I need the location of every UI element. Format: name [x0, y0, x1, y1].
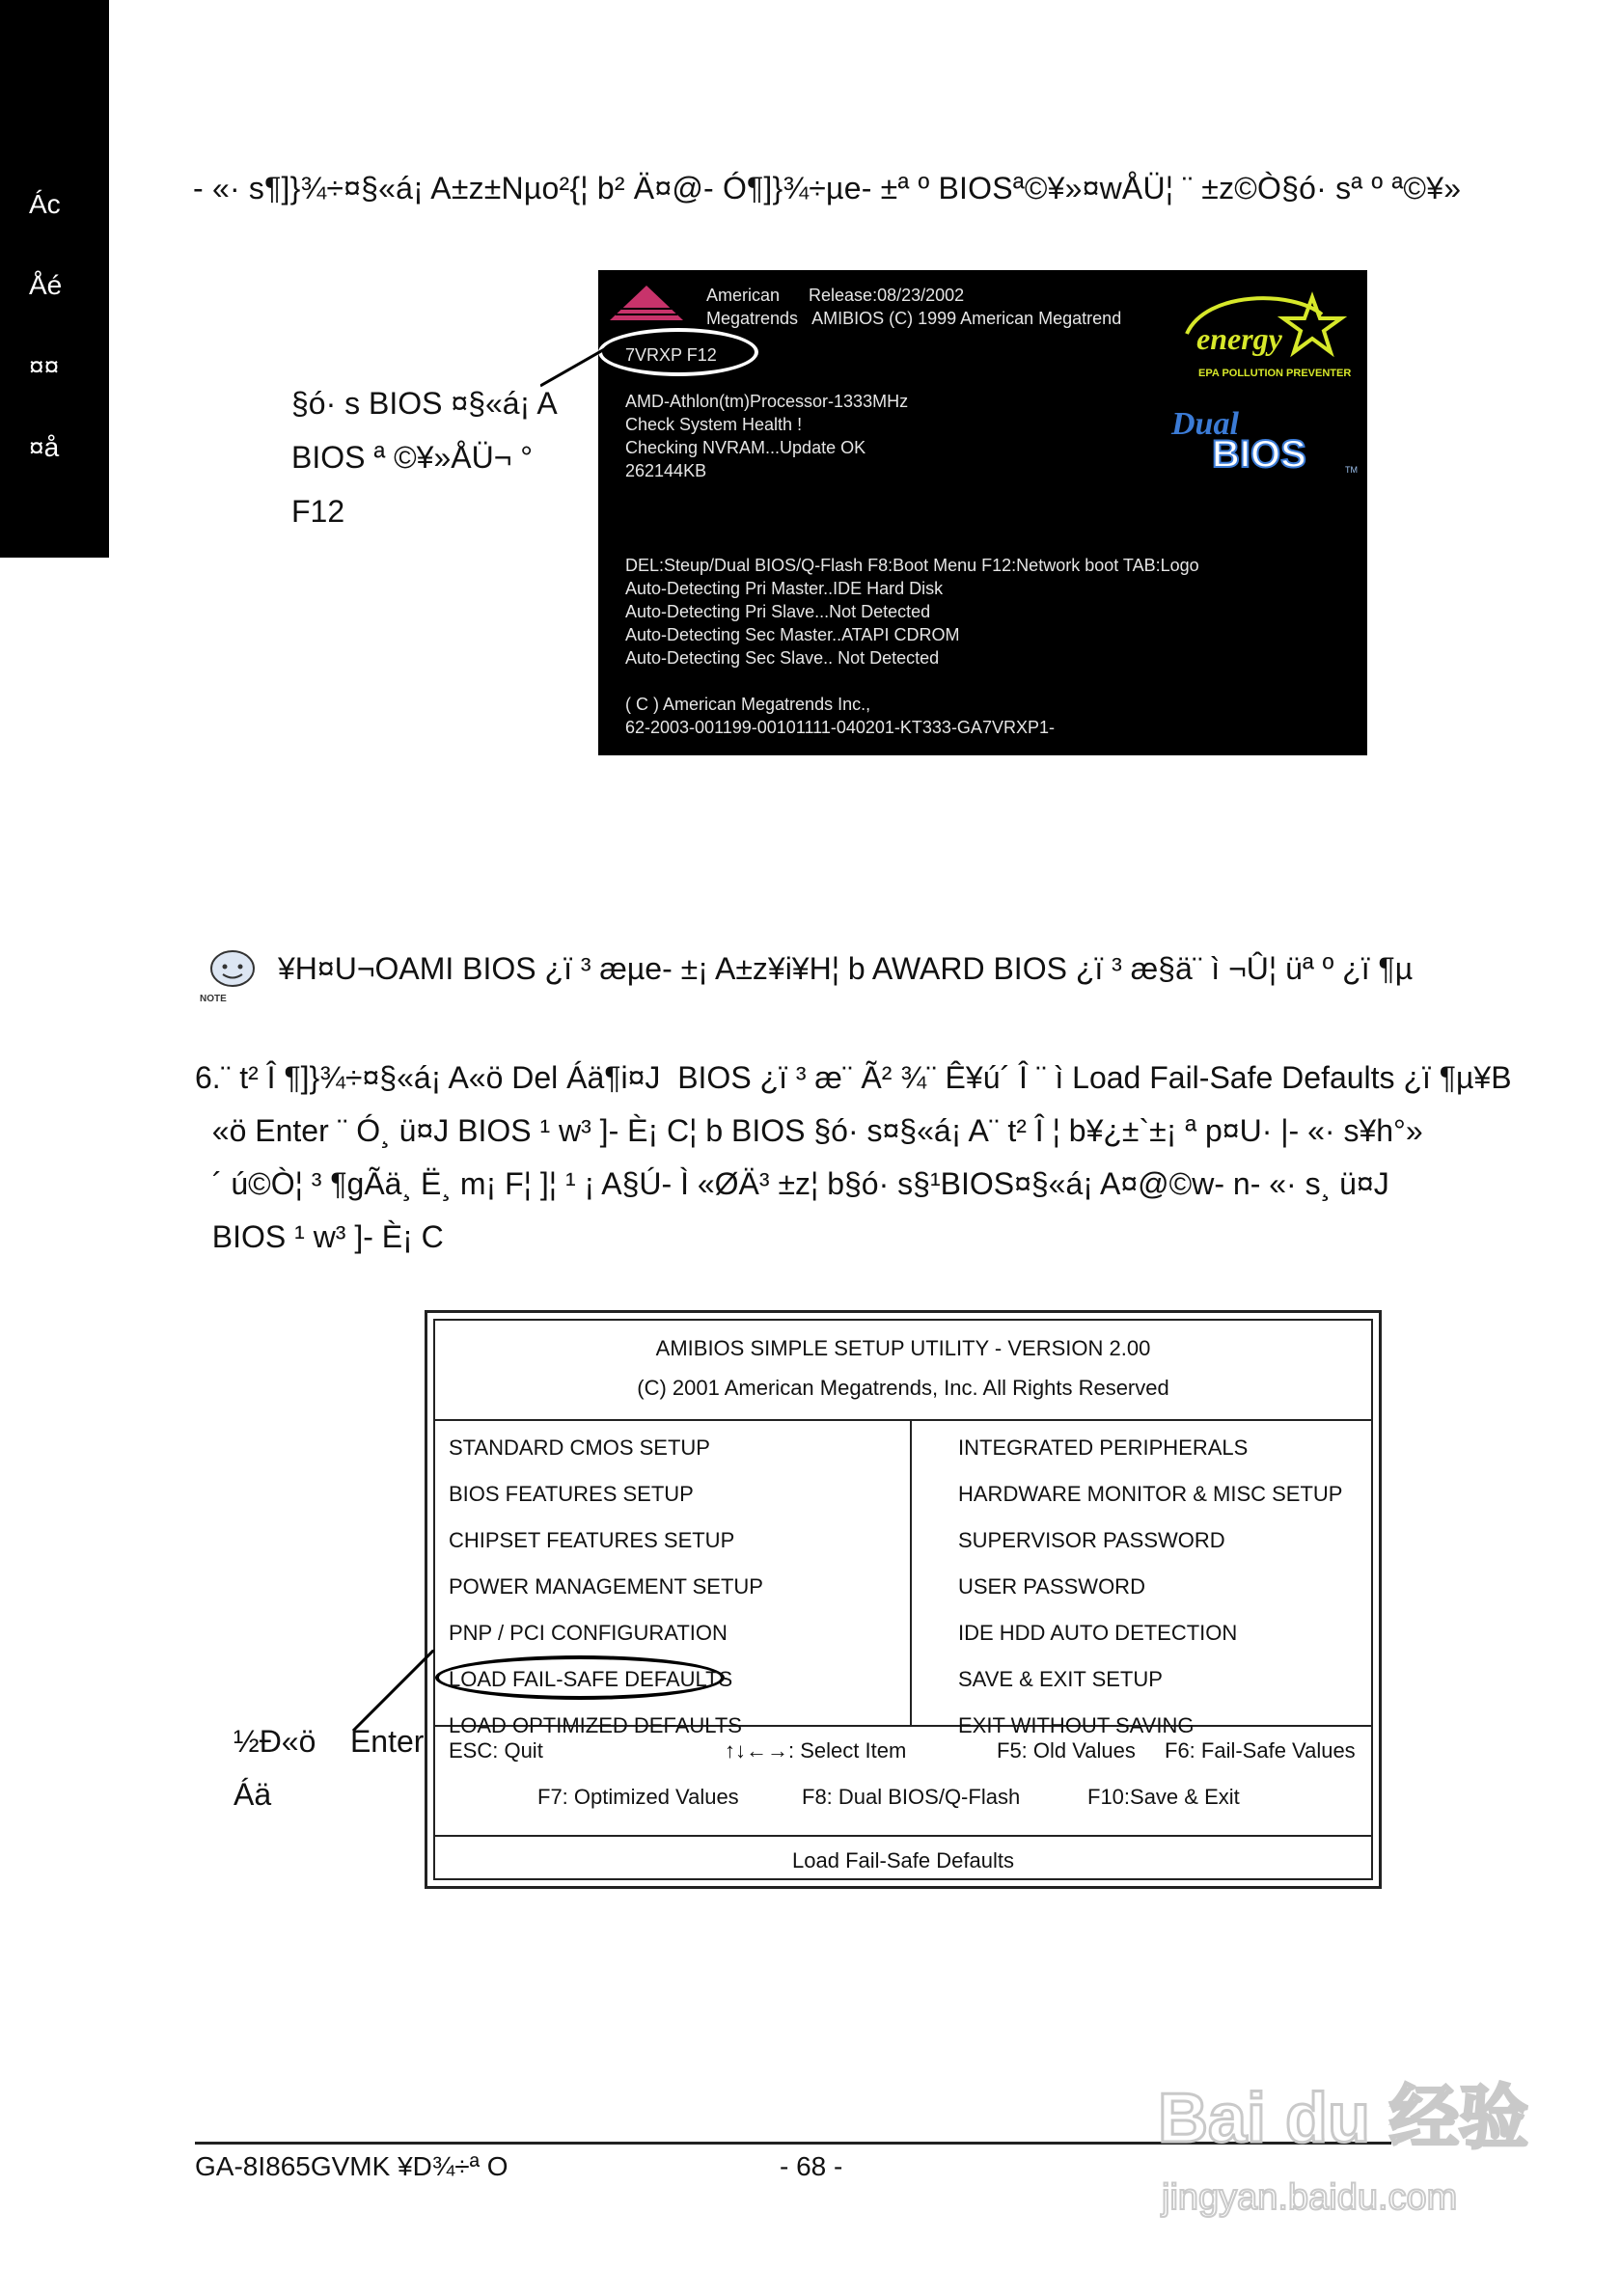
- post-header-line: American Release:08/23/2002: [706, 286, 965, 305]
- setup-status-line: Load Fail-Safe Defaults: [792, 1848, 1014, 1872]
- footer-model: GA-8I865GVMK ¥D¾÷ª O: [195, 2151, 508, 2181]
- note-face-icon: [198, 945, 263, 1003]
- enter-key-callout: ½Ð«ö Enter Áä: [234, 1724, 425, 1812]
- post-line: ( C ) American Megatrends Inc.,: [625, 695, 871, 714]
- side-tab-label: ¤¤: [29, 351, 60, 381]
- menu-item-chipset-features[interactable]: CHIPSET FEATURES SETUP: [449, 1528, 735, 1552]
- post-line: Auto-Detecting Sec Slave.. Not Detected: [625, 648, 940, 668]
- setup-menu: [435, 1419, 1371, 1737]
- post-line: 262144KB: [625, 461, 707, 480]
- side-tab-label: Ác: [29, 189, 61, 219]
- menu-item-bios-features[interactable]: BIOS FEATURES SETUP: [449, 1482, 694, 1506]
- menu-left-column: [449, 1425, 763, 1749]
- menu-item-integrated-peripherals[interactable]: INTEGRATED PERIPHERALS: [958, 1435, 1249, 1460]
- svg-text:energy: energy: [1196, 321, 1282, 356]
- chapter-side-tab: [0, 0, 109, 558]
- menu-item-supervisor-password[interactable]: SUPERVISOR PASSWORD: [958, 1528, 1225, 1552]
- step-6-paragraph: 6.¨ t² Î ¶]}¾÷¤§«á¡ A«ö Del Áä¶i¤J BIOS ¿ï ³ æ¨ Ã² ¾¨ Ê¥ú´ Î ¨ ì Load Fail-Safe Defaults ¿ï ¶µ¥B «ö Enter ¨ Ó¸ ü¤J BIOS ¹ w³ ]- È¡ C¦ b BIOS §ó· s¤§«á¡ A¨ t² Î ¦ b¥¿±`±¡ ª p¤U· |- «· s¥h°» ´ ú©Ò¦ ³ ¶gÃä¸ Ë¸ m¡ F¦ ]¦ ¹ ¡ A§Ú- Ì «ØÄ³ ±z¦ b§ó· s§¹BIOS¤§«á¡ A¤@©w- n- «· s¸ ü¤J BIOS ¹ w³ ]- È¡ C: [195, 1060, 1512, 1254]
- svg-text:NOTE: NOTE: [200, 994, 227, 1003]
- menu-right-column: [958, 1425, 1342, 1749]
- svg-text:Dual: Dual: [1171, 406, 1239, 442]
- key-f10: F10:Save & Exit: [1087, 1785, 1240, 1809]
- post-line: Auto-Detecting Pri Master..IDE Hard Disk: [625, 579, 944, 598]
- menu-item-save-exit[interactable]: SAVE & EXIT SETUP: [958, 1667, 1163, 1691]
- menu-item-hardware-monitor[interactable]: HARDWARE MONITOR & MISC SETUP: [958, 1482, 1343, 1506]
- callout-text: §ó· s BIOS ¤§«á¡ A BIOS ª ©¥»ÅÜ¬ ° F12: [291, 386, 558, 529]
- dual-bios-logo-icon: [1168, 405, 1360, 478]
- setup-inner-frame: [433, 1319, 1373, 1880]
- key-legend: [435, 1727, 1371, 1837]
- menu-item-pnp-pci[interactable]: PNP / PCI CONFIGURATION: [449, 1621, 728, 1645]
- svg-text:Bai du 经验: Bai du 经验: [1158, 2080, 1529, 2157]
- side-tab-label: ¤å: [29, 432, 60, 462]
- baidu-watermark-icon: [1148, 2064, 1534, 2238]
- post-line: AMD-Athlon(tm)Processor-1333MHz: [625, 392, 909, 411]
- intro-paragraph: - «· s¶]}¾÷¤§«á¡ A±z±Nµo²{¦ b² Ä¤@- Ó¶]}¾÷µe- ±ª º BIOSª©¥»¤wÅÜ¦ ¨ ±z©Ò§ó· sª º ª©¥»: [193, 171, 1462, 205]
- menu-item-load-fail-safe[interactable]: LOAD FAIL-SAFE DEFAULTS: [449, 1667, 733, 1691]
- key-f7: F7: Optimized Values: [537, 1785, 739, 1809]
- key-f6: F6: Fail-Safe Values: [1165, 1738, 1356, 1763]
- post-line: Auto-Detecting Pri Slave...Not Detected: [625, 602, 931, 621]
- menu-divider: [910, 1419, 912, 1725]
- svg-text:TM: TM: [1345, 465, 1358, 475]
- note-text: ¥H¤U¬OAMI BIOS ¿ï ³ æµe- ±¡ A±z¥i¥H¦ b AWARD BIOS ¿ï ³ æ§ä¨ ì ¬Û¦ üª º ¿ï ¶µ: [278, 951, 1414, 986]
- key-f5: F5: Old Values: [997, 1738, 1136, 1763]
- setup-header: [435, 1321, 1371, 1421]
- post-header-line: Megatrends AMIBIOS (C) 1999 American Megatrend: [706, 309, 1122, 328]
- post-line: Auto-Detecting Sec Master..ATAPI CDROM: [625, 625, 960, 644]
- key-select-item: ↑↓←→: Select Item: [725, 1738, 907, 1763]
- setup-title: AMIBIOS SIMPLE SETUP UTILITY - VERSION 2.00: [655, 1336, 1151, 1360]
- key-f8: F8: Dual BIOS/Q-Flash: [802, 1785, 1021, 1809]
- side-tab-label: Åé: [29, 270, 63, 300]
- menu-item-user-password[interactable]: USER PASSWORD: [958, 1574, 1145, 1599]
- post-line: Checking NVRAM...Update OK: [625, 438, 866, 457]
- svg-text:EPA POLLUTION PREVENTER: EPA POLLUTION PREVENTER: [1198, 368, 1351, 379]
- menu-item-standard-cmos[interactable]: STANDARD CMOS SETUP: [449, 1435, 710, 1460]
- menu-item-power-management[interactable]: POWER MANAGEMENT SETUP: [449, 1574, 763, 1599]
- post-line: DEL:Steup/Dual BIOS/Q-Flash F8:Boot Menu F12:Network boot TAB:Logo: [625, 556, 1199, 575]
- post-line: Check System Health !: [625, 415, 803, 434]
- menu-item-exit-without-saving[interactable]: EXIT WITHOUT SAVING: [958, 1713, 1195, 1737]
- menu-item-load-optimized[interactable]: LOAD OPTIMIZED DEFAULTS: [449, 1713, 742, 1737]
- svg-text:jingyan.baidu.com: jingyan.baidu.com: [1162, 2177, 1458, 2218]
- post-line: 62-2003-001199-00101111-040201-KT333-GA7VRXP1-: [625, 718, 1055, 737]
- board-version: 7VRXP F12: [625, 345, 717, 365]
- menu-item-ide-hdd-detection[interactable]: IDE HDD AUTO DETECTION: [958, 1621, 1238, 1645]
- svg-text:BIOS: BIOS: [1212, 433, 1306, 476]
- ami-logo-icon: [608, 284, 685, 322]
- setup-copyright: (C) 2001 American Megatrends, Inc. All Rights Reserved: [637, 1376, 1169, 1400]
- bios-setup-utility-screen: [425, 1310, 1382, 1889]
- energy-star-logo-icon: [1177, 286, 1351, 382]
- key-esc-quit: ESC: Quit: [449, 1738, 543, 1763]
- bios-post-screen: [598, 270, 1367, 755]
- page-number: - 68 -: [780, 2151, 843, 2181]
